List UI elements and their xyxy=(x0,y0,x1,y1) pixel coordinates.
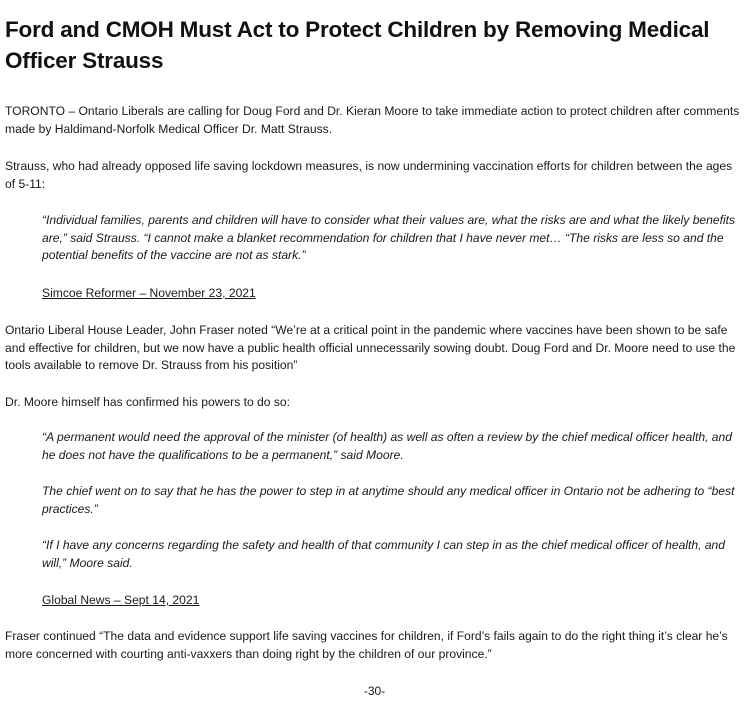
intro-paragraph: TORONTO – Ontario Liberals are calling for Doug Ford and Dr. Kieran Moore to take immediate action to protect children after comments made by Haldimand-Norfolk Medical Officer Dr. Matt Strauss. xyxy=(5,104,740,136)
page-number: -30- xyxy=(363,684,386,698)
strauss-paragraph xyxy=(5,158,743,193)
source-global-news: Global News – Sept 14, 2021 xyxy=(42,593,200,607)
source-simcoe-reformer: Simcoe Reformer – November 23, 2021 xyxy=(42,286,256,300)
strauss-paragraph-comma: , xyxy=(358,159,362,173)
strauss-quote: “Individual families, parents and children will have to consider what their values are, what the risks are and what the likely benefits are,” said Strauss. “I cannot make a blanket recommendation for children that I have never met… “The risks are less so and the potential benefits of the vaccine are not as stark.” xyxy=(42,213,736,262)
moore-quote-2: The chief went on to say that he has the power to step in at anytime should any medical officer in Ontario not be adhering to “best practices.” xyxy=(42,484,735,516)
strauss-paragraph-text-a: Strauss, who had already opposed life saving lockdown measures xyxy=(5,159,359,173)
moore-quote-1: “A permanent would need the approval of the minister (of health) as well as often a review by the chief medical officer health, and he does not have the qualifications to be a permanent,” said Moore. xyxy=(42,430,732,462)
fraser-paragraph: Ontario Liberal House Leader, John Fraser noted “We’re at a critical point in the pandemic where vaccines have been shown to be safe and effective for children, but we now have a public health official unnecessarily sowing doubt. Doug Ford and Dr. Moore need to use the tools available to remove Dr. Strauss from his position” xyxy=(5,323,736,372)
page-title: Ford and CMOH Must Act to Protect Children by Removing Medical Officer Strauss xyxy=(5,17,710,73)
moore-powers-paragraph: Dr. Moore himself has confirmed his powers to do so: xyxy=(5,395,290,409)
moore-quote-3: “If I have any concerns regarding the safety and health of that community I can step in as the chief medical officer of health, and will,” Moore said. xyxy=(42,538,726,570)
closing-paragraph: Fraser continued “The data and evidence support life saving vaccines for children, if Ford’s fails again to do the right thing it’s clear he’s more concerned with courting anti-vaxxers than doing right by the children of our province.” xyxy=(5,629,728,661)
strauss-paragraph-text-b: is now undermining vaccination efforts for children between the ages of 5-11: xyxy=(5,159,733,191)
